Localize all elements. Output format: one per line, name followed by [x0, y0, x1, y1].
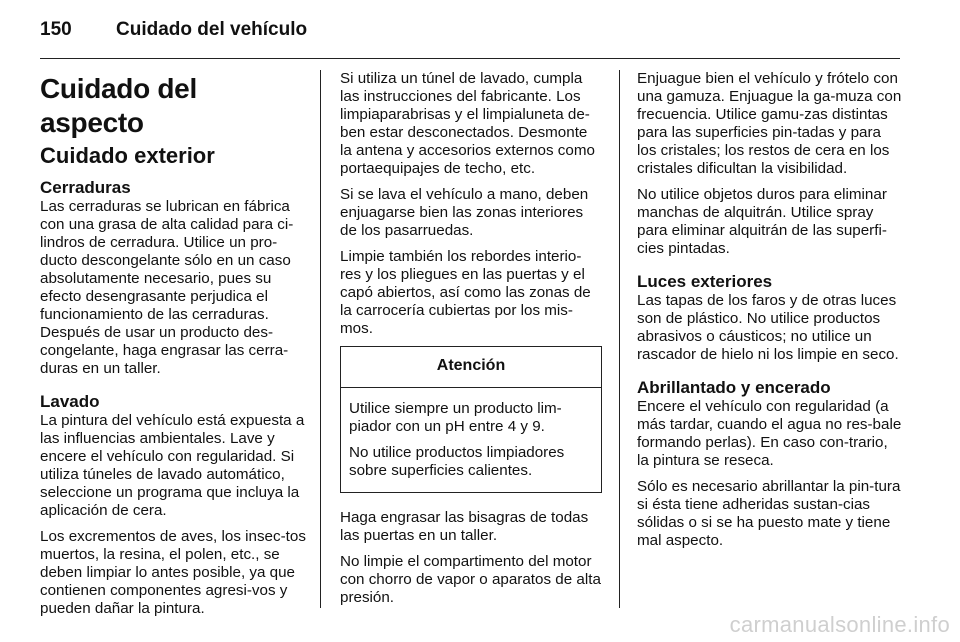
caution-box	[340, 346, 602, 493]
page-header	[40, 14, 307, 46]
column-1	[40, 70, 306, 626]
column-divider-1	[320, 70, 321, 608]
page-number: 150	[40, 19, 72, 40]
header-rule	[40, 58, 900, 59]
subsection-heading-cerraduras: Cerraduras	[40, 178, 131, 197]
paragraph: Haga engrasar las bisagras de todas las puertas en un taller.	[340, 509, 589, 544]
paragraph: No utilice objetos duros para eliminar manchas de alquitrán. Utilice spray para eliminar alquitrán de las superfi-cies pintadas.	[637, 186, 887, 257]
paragraph: Los excrementos de aves, los insec-tos muertos, la resina, el polen, etc., se deben limpiar lo antes posible, ya que contienen componentes agresi-vos y pueden dañar la pintura.	[40, 528, 306, 617]
running-title: Cuidado del vehículo	[116, 19, 308, 40]
paragraph: Las tapas de los faros y de otras luces son de plástico. No utilice productos abrasivos o cáusticos; no utilice un rascador de hielo ni los limpie en seco.	[637, 292, 899, 363]
column-3	[637, 70, 902, 558]
paragraph: Limpie también los rebordes interio-res y los pliegues en las puertas y el capó abiertos, así como las zonas de la carrocería cubiertas por los mis-mos.	[340, 248, 591, 337]
paragraph: Las cerraduras se lubrican en fábrica con una grasa de alta calidad para ci-lindros de cerradura. Utilice un pro-ducto descongelante sólo en un caso absolutamente necesario, pues su efecto desengrasante perjudica el funcionamiento de las cerraduras. Después de usar un producto des-congelante, haga engrasar las cerra-duras en un taller.	[40, 198, 294, 377]
subsection-heading-abrillantado: Abrillantado y encerado	[637, 378, 831, 397]
paragraph: Encere el vehículo con regularidad (a más tardar, cuando el agua no res-bale formando perlas). En caso con-trario, la pintura se reseca.	[637, 398, 902, 469]
section-title: Cuidado exterior	[40, 143, 215, 168]
caution-paragraph: Utilice siempre un producto lim-piador con un pH entre 4 y 9.	[349, 400, 562, 435]
paragraph: Si utiliza un túnel de lavado, cumpla las instrucciones del fabricante. Los limpiaparabrisas y el limpialuneta de-ben estar desconectados. Desmonte la antena y accesorios externos como portaequipajes de techo, etc.	[340, 70, 595, 177]
column-divider-2	[619, 70, 620, 608]
subsection-heading-luces: Luces exteriores	[637, 272, 773, 291]
caution-title: Atención	[341, 347, 601, 388]
paragraph: Si se lava el vehículo a mano, deben enjuagarse bien las zonas interiores de los pasarruedas.	[340, 186, 589, 239]
chapter-title: Cuidado del aspecto	[40, 73, 197, 138]
caution-paragraph: No utilice productos limpiadores sobre superficies calientes.	[349, 444, 565, 479]
paragraph: Enjuague bien el vehículo y frótelo con una gamuza. Enjuague la ga-muza con frecuencia. Utilice gamu-zas distintas para las superficies pin-tadas y para los cristales; los restos de cera en los cristales dificultan la visibilidad.	[637, 70, 902, 177]
paragraph: Sólo es necesario abrillantar la pin-tura si ésta tiene adheridas sustan-cias sólidas o si se ha puesto mate y tiene mal aspecto.	[637, 478, 901, 549]
subsection-heading-lavado: Lavado	[40, 392, 100, 411]
paragraph: La pintura del vehículo está expuesta a las influencias ambientales. Lave y encere el vehículo con regularidad. Si utiliza túneles de lavado automático, seleccione un programa que incluya la aplicación de cera.	[40, 412, 305, 519]
paragraph: No limpie el compartimento del motor con chorro de vapor o aparatos de alta presión.	[340, 553, 601, 606]
watermark: carmanualsonline.info	[729, 612, 950, 637]
column-2	[340, 70, 602, 615]
caution-body	[341, 388, 601, 492]
